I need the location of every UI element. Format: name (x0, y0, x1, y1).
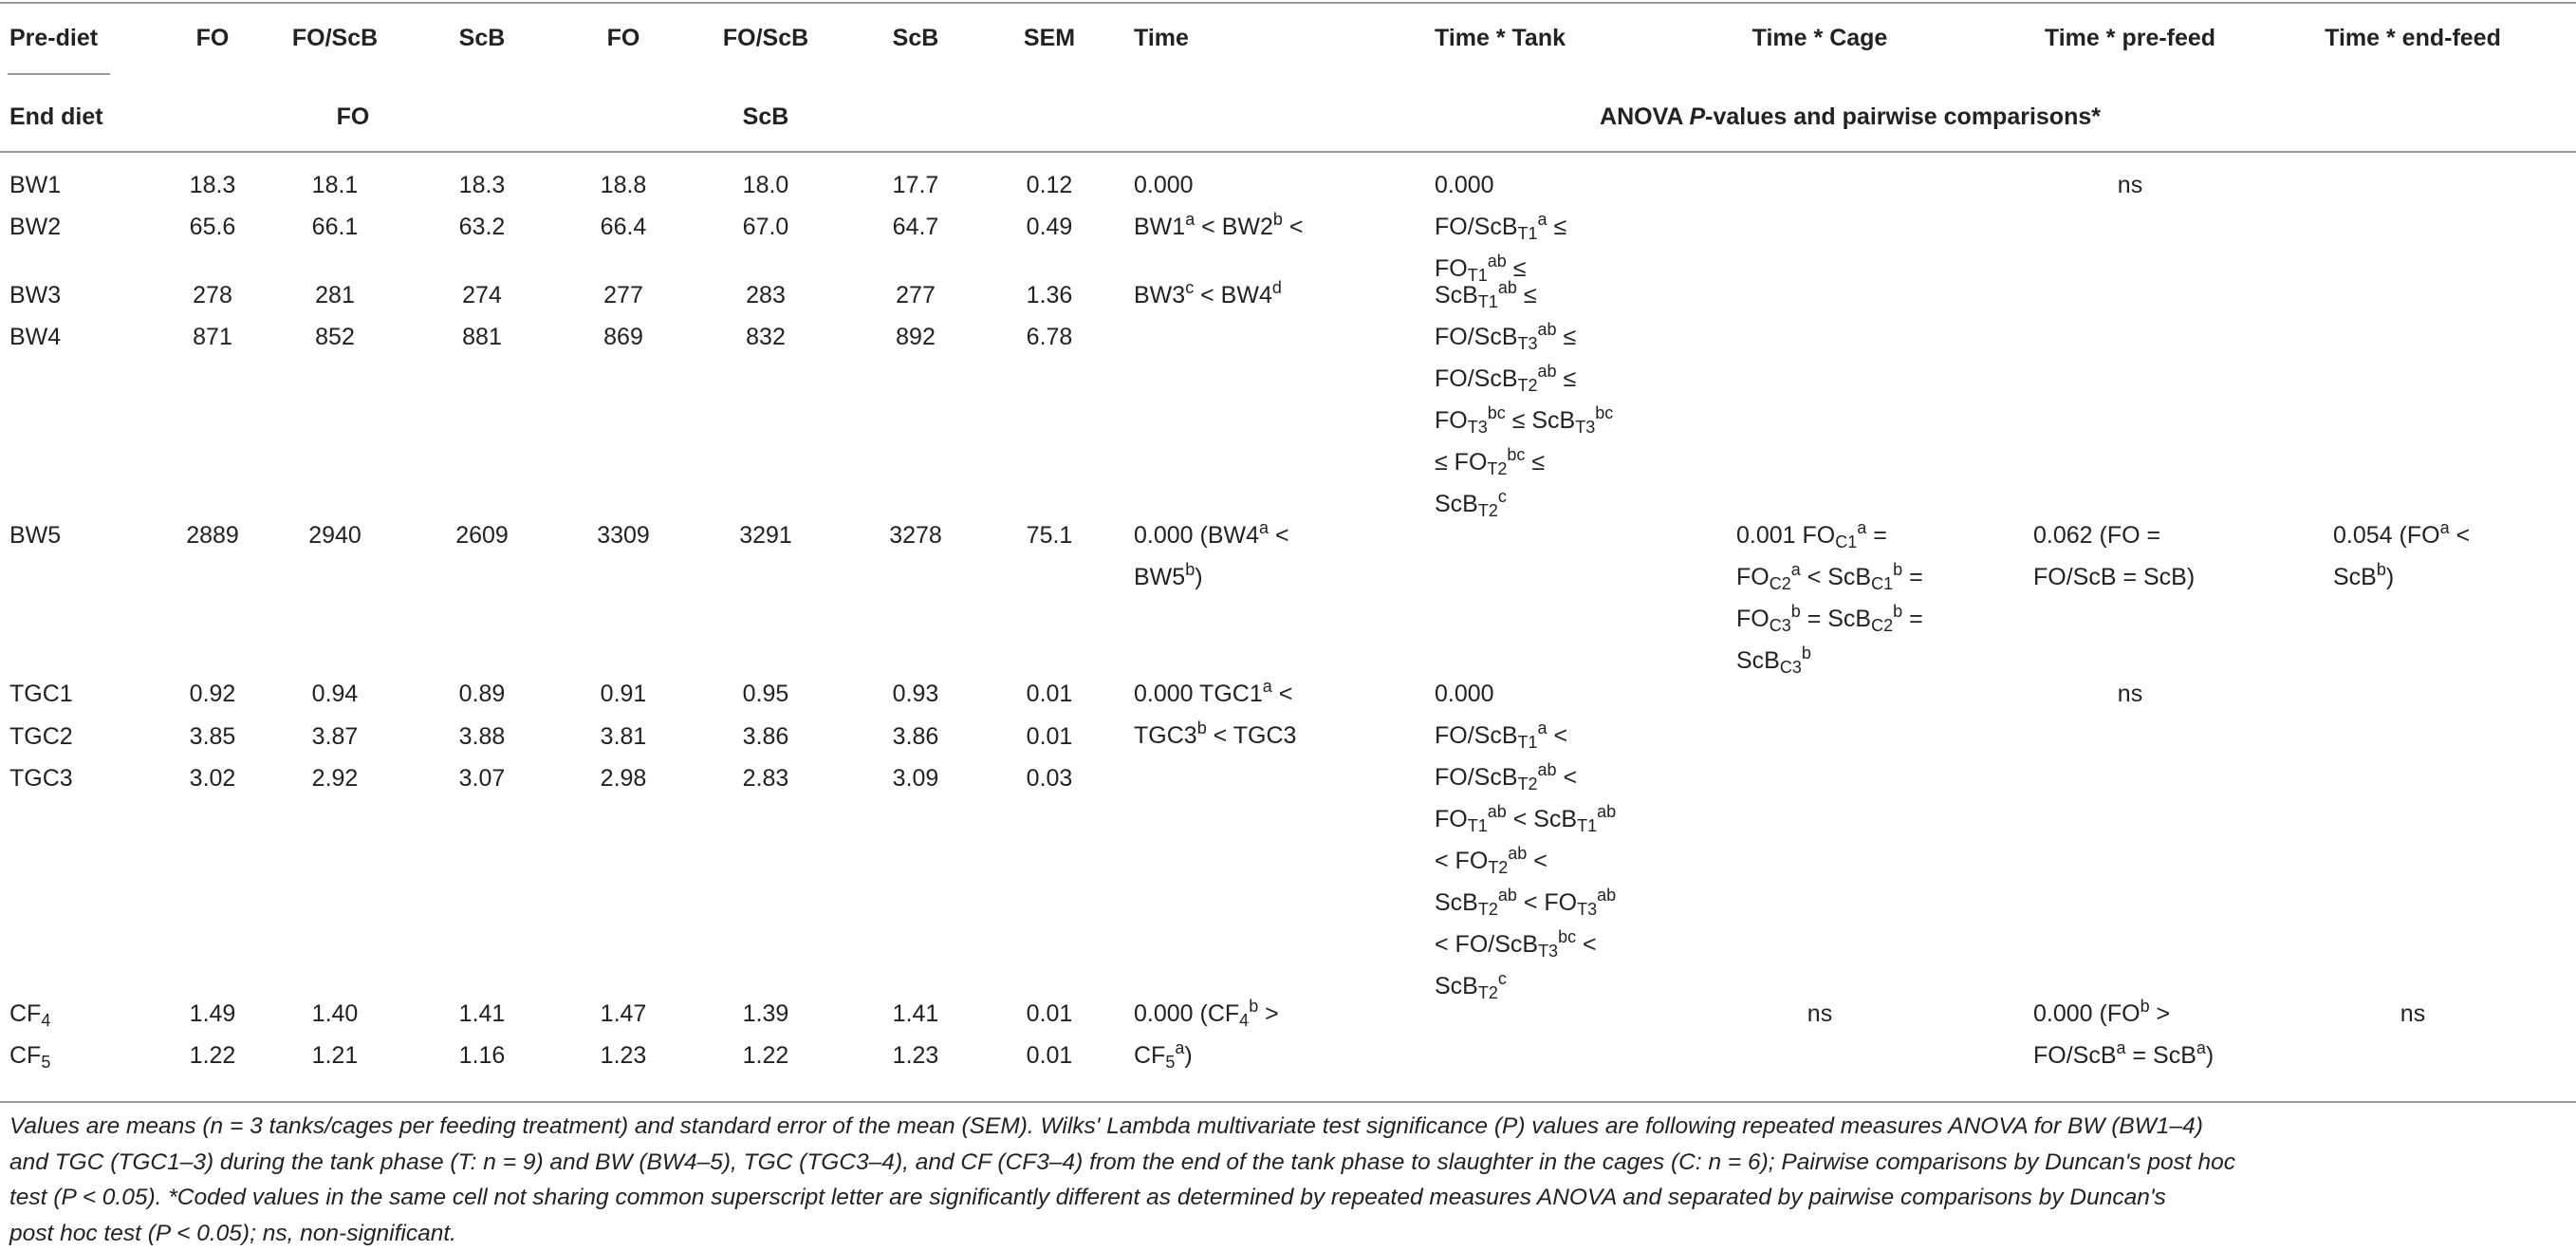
table-cell: 1.21 (311, 1042, 359, 1069)
anova-bw-tank: $FO_{T3}^{bc} \le ScB_{T3}^{bc}$ (1435, 403, 1614, 438)
table-cell: 0.94 (311, 681, 359, 707)
table-cell: 3.02 (189, 765, 236, 792)
table-cell: 18.8 (600, 172, 647, 198)
table-cell: 3.81 (600, 723, 647, 750)
table-cell: 0.91 (600, 681, 647, 707)
header-col-1: FO/ScB (291, 25, 379, 51)
table-cell: 67.0 (742, 214, 789, 240)
table-cell: 1.22 (742, 1042, 789, 1069)
table-cell: 274 (462, 282, 502, 308)
anova-tgc-tank: $FO_{T1}^{ab} < ScB_{T1}^{ab}$ (1435, 802, 1617, 836)
header-anova-title: ANOVA P-values and pairwise comparisons* (1600, 103, 2101, 130)
anova-bw-time: $BW3^c < BW4^d$ (1134, 278, 1282, 308)
table-cell: 1.36 (1026, 282, 1073, 308)
table-cell: 2.83 (742, 765, 789, 792)
anova-bw5-time: BW5$^b$) (1134, 560, 1203, 590)
anova-bw5-endfeed: 0.054 ($FO^a$ < (2333, 518, 2471, 549)
table-cell: 0.01 (1026, 681, 1073, 707)
anova-cf-prefeed: FO/ScB$^a$ = ScB$^a$) (2033, 1038, 2215, 1069)
header-col-5: ScB (892, 25, 939, 51)
anova-tgc-tank: < $FO_{T2}^{ab}$ < (1435, 844, 1547, 878)
table-cell: 3.88 (458, 723, 506, 750)
anova-bw5-prefeed: 0.062 (FO = (2033, 522, 2161, 549)
header-group-scb: ScB (742, 103, 789, 130)
row-label: TGC3 (9, 765, 73, 792)
anova-tgc-tank: 0.000 (1435, 681, 1494, 707)
table-cell: 1.47 (600, 1000, 647, 1027)
table-cell: 2609 (455, 522, 509, 549)
anova-bw-tank: $FO_{T1}^{ab}$ ≤ (1435, 252, 1527, 286)
anova-cf-endfeed: ns (2400, 1000, 2426, 1027)
anova-tgc-tank: FO/ScB$_{T2}^{ab}$ < (1435, 760, 1578, 794)
table-cell: 278 (193, 282, 232, 308)
header-rule (0, 151, 2576, 153)
anova-bw-time: 0.000 (1134, 172, 1194, 198)
table-cell: 881 (462, 324, 502, 350)
header-anova-3: Time * pre-feed (2044, 25, 2216, 51)
anova-bw-tank: FO/ScB$_{T2}^{ab}$ ≤ (1435, 362, 1577, 396)
table-cell: 1.41 (892, 1000, 939, 1027)
table-cell: 66.4 (600, 214, 647, 240)
table-cell: 277 (896, 282, 936, 308)
table-cell: 2940 (308, 522, 361, 549)
row-label: BW1 (9, 172, 62, 198)
header-col-2: ScB (458, 25, 506, 51)
table-cell: 0.49 (1026, 214, 1073, 240)
top-rule (0, 2, 2576, 4)
anova-cf-cage: ns (1807, 1000, 1833, 1027)
anova-cf-time: $CF_5^a$) (1134, 1038, 1193, 1073)
anova-bw5-cage: 0.001 $FO_{C1}^a$ = (1736, 518, 1887, 552)
table-cell: 1.23 (892, 1042, 939, 1069)
table-cell: 18.1 (311, 172, 359, 198)
table-cell: 6.78 (1026, 324, 1073, 350)
table-cell: 3.87 (311, 723, 359, 750)
table-cell: 75.1 (1026, 522, 1073, 549)
table-cell: 18.3 (189, 172, 236, 198)
header-col-0: FO (195, 25, 230, 51)
table-cell: 832 (746, 324, 786, 350)
anova-tgc-time: $TGC3^b < TGC3$ (1134, 719, 1297, 749)
anova-bw-time: $BW1^a < BW2^b$ < (1134, 210, 1304, 240)
footnote-line: and TGC (TGC1–3) during the tank phase (T: n = 9) and BW (BW4–5), TGC (TGC3–4), and CF (CF3–4) from the end of the tank phase to slaughter in the cages (C: n = 6); Pairwise comparisons by Duncan's post hoc (9, 1148, 2235, 1175)
table-cell: 1.41 (458, 1000, 506, 1027)
table-cell: 66.1 (311, 214, 359, 240)
bottom-rule (0, 1101, 2576, 1103)
footnote-line: Values are means (n = 3 tanks/cages per feeding treatment) and standard error of the mean (SEM). Wilks' Lambda multivariate test significance (P) values are following repeated measures ANOVA for BW (BW1–4) (9, 1113, 2203, 1139)
table-cell: 3278 (889, 522, 942, 549)
anova-tgc-tank: FO/ScB$_{T1}^a$ < (1435, 719, 1568, 753)
table-cell: 3.86 (742, 723, 789, 750)
table-cell: 3.07 (458, 765, 506, 792)
table-cell: 2.98 (600, 765, 647, 792)
table-cell: 852 (315, 324, 355, 350)
anova-bw5-endfeed: ScB$^b$) (2333, 560, 2395, 590)
table-cell: 0.89 (458, 681, 506, 707)
table-cell: 63.2 (458, 214, 506, 240)
table-cell: 871 (193, 324, 232, 350)
table-cell: 3309 (597, 522, 650, 549)
table-footnote (9, 1109, 2567, 1251)
table-cell: 283 (746, 282, 786, 308)
table-cell: 1.40 (311, 1000, 359, 1027)
anova-tgc-tank: $ScB_{T2}^{ab} < FO_{T3}^{ab}$ (1435, 886, 1617, 920)
table-cell: 0.01 (1026, 723, 1073, 750)
table-cell: 1.23 (600, 1042, 647, 1069)
table-cell: 0.01 (1026, 1042, 1073, 1069)
table-cell: 3291 (739, 522, 792, 549)
anova-tgc-tank: ScB$_{T2}^c$ (1435, 969, 1507, 1003)
table-cell: 17.7 (892, 172, 939, 198)
table-cell: 277 (603, 282, 643, 308)
header-col-6: SEM (1023, 25, 1076, 51)
row-label: BW3 (9, 282, 62, 308)
footnote-line: test (P < 0.05). *Coded values in the same cell not sharing common superscript letter are significantly different as determined by repeated measures ANOVA and separated by pairwise comparisons by Duncan's (9, 1185, 2166, 1210)
anova-cf-time: 0.000 ($CF_4^b$ > (1134, 997, 1279, 1031)
table-cell: 0.01 (1026, 1000, 1073, 1027)
anova-bw-tank: 0.000 (1435, 172, 1494, 198)
anova-bw-tank: ScB$_{T1}^{ab}$ ≤ (1435, 278, 1537, 312)
table-cell: 1.16 (458, 1042, 506, 1069)
anova-cf-prefeed: 0.000 ($FO^b$ > (2033, 997, 2171, 1027)
table-cell: 0.93 (892, 681, 939, 707)
table-cell: 0.95 (742, 681, 789, 707)
table-cell: 65.6 (189, 214, 236, 240)
table-cell: 2889 (186, 522, 239, 549)
anova-bw5-prefeed: FO/ScB = ScB) (2033, 564, 2196, 590)
row-label: $CF_5$ (9, 1042, 51, 1073)
anova-tgc-time: 0.000 $TGC1^a$ < (1134, 677, 1293, 707)
table-cell: 0.03 (1026, 765, 1073, 792)
header-anova-4: Time * end-feed (2325, 25, 2501, 51)
anova-bw5-cage: ScB$_{C3}^b$ (1736, 644, 1811, 678)
table-cell: 869 (603, 324, 643, 350)
anova-bw-tank: ScB$_{T2}^c$ (1435, 487, 1507, 521)
row-label: $CF_4$ (9, 1000, 51, 1031)
anova-bw5-cage: $FO_{C3}^b = ScB_{C2}^b$ = (1736, 602, 1923, 636)
table-cell: 1.22 (189, 1042, 236, 1069)
header-col-4: FO/ScB (722, 25, 809, 51)
header-prediet: Pre-diet (9, 25, 99, 51)
anova-tgc-prefeed: ns (2117, 681, 2143, 707)
anova-bw-tank: FO/ScB$_{T1}^a$ ≤ (1435, 210, 1567, 244)
footnote-line: post hoc test (P < 0.05); ns, non-significant. (9, 1220, 456, 1246)
anova-bw-tank: FO/ScB$_{T3}^{ab}$ ≤ (1435, 320, 1577, 354)
row-label: BW5 (9, 522, 62, 549)
row-label: BW4 (9, 324, 62, 350)
table-cell: 1.39 (742, 1000, 789, 1027)
prediet-underline (8, 73, 110, 75)
header-anova-2: Time * Cage (1751, 25, 1888, 51)
table-cell: 2.92 (311, 765, 359, 792)
table-cell: 64.7 (892, 214, 939, 240)
header-col-3: FO (606, 25, 640, 51)
row-label: TGC1 (9, 681, 73, 707)
table-cell: 0.12 (1026, 172, 1073, 198)
anova-bw5-time: 0.000 ($BW4^a$ < (1134, 518, 1289, 549)
table-cell: 3.09 (892, 765, 939, 792)
table-cell: 892 (896, 324, 936, 350)
anova-tgc-tank: < FO/ScB$_{T3}^{bc}$ < (1435, 927, 1597, 962)
row-label: BW2 (9, 214, 62, 240)
table-cell: 18.0 (742, 172, 789, 198)
header-anova-0: Time (1134, 25, 1189, 51)
table-cell: 281 (315, 282, 355, 308)
table-cell: 0.92 (189, 681, 236, 707)
anova-bw5-cage: $FO_{C2}^a < ScB_{C1}^b$ = (1736, 560, 1923, 594)
anova-bw-tank: ≤ $FO_{T2}^{bc}$ ≤ (1435, 445, 1546, 479)
header-group-fo: FO (336, 103, 370, 130)
row-label: TGC2 (9, 723, 73, 750)
table-cell: 1.49 (189, 1000, 236, 1027)
header-anova-1: Time * Tank (1435, 25, 1566, 51)
header-enddiet: End diet (9, 103, 103, 130)
anova-bw-prefeed: ns (2117, 172, 2143, 198)
table-cell: 18.3 (458, 172, 506, 198)
table-cell: 3.85 (189, 723, 236, 750)
table-cell: 3.86 (892, 723, 939, 750)
